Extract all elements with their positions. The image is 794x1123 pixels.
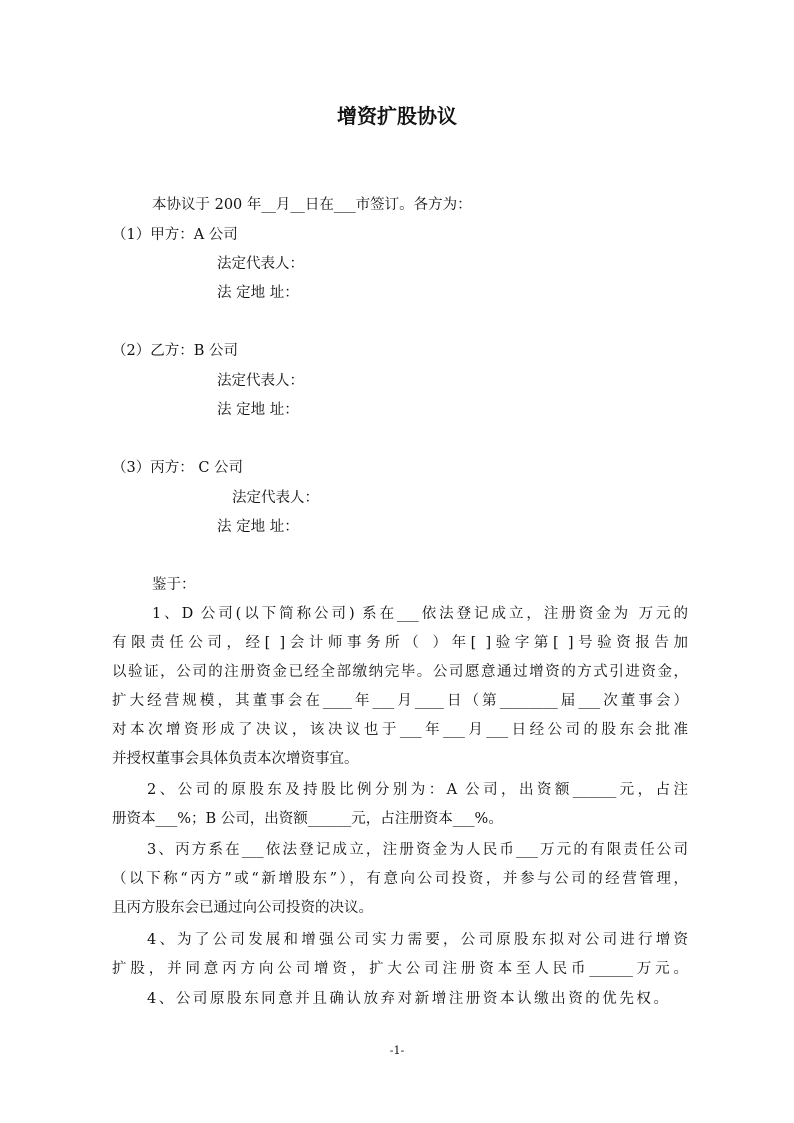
- clause-2-line: 2、公司的原股东及持股比例分别为：A 公司，出资额______元，占注: [147, 782, 688, 798]
- clause-3-line: 3、丙方系在___依法登记成立，注册资金为人民币___万元的有限责任公司: [147, 842, 688, 858]
- whereas-heading: 鉴于：: [152, 577, 196, 593]
- party-a-label: （1）甲方：A 公司: [112, 227, 238, 243]
- party-c-addr: 法 定地 址：: [217, 519, 299, 535]
- party-c-rep: 法定代表人：: [232, 490, 319, 506]
- party-b-label: （2）乙方：B 公司: [112, 343, 238, 359]
- party-a-addr: 法 定地 址：: [217, 285, 299, 301]
- party-a-rep: 法定代表人：: [217, 256, 304, 272]
- clause-1-line: 有限责任公司，经[ ]会计师事务所（ ）年[ ]验字第[ ]号验资报告加: [112, 635, 688, 651]
- intro-line: 本协议于 200 年__月__日在___市签订。各方为：: [152, 197, 472, 213]
- clause-1-line: 扩大经营规模，其董事会在____年___月____日（第________届___次董事会）: [112, 693, 688, 709]
- clause-1-line: 并授权董事会具体负责本次增资事宜。: [112, 751, 359, 767]
- party-b-rep: 法定代表人：: [217, 373, 304, 389]
- clause-4-line: 扩股，并同意丙方向公司增资，扩大公司注册资本至人民币______万元。: [112, 961, 688, 977]
- clause-3-line: 且丙方股东会已通过向公司投资的决议。: [112, 900, 373, 916]
- party-c-label: （3）丙方： C 公司: [112, 460, 244, 476]
- clause-1-line: 以验证，公司的注册资金已经全部缴纳完毕。公司愿意通过增资的方式引进资金，: [112, 664, 688, 680]
- clause-1-line: 对本次增资形成了决议，该决议也于___年___月___日经公司的股东会批准: [112, 722, 688, 738]
- clause-5-line: 4、公司原股东同意并且确认放弃对新增注册资本认缴出资的优先权。: [147, 991, 668, 1007]
- clause-4-line: 4、为了公司发展和增强公司实力需要，公司原股东拟对公司进行增资: [147, 932, 688, 948]
- page-number: -1-: [389, 1044, 405, 1057]
- party-b-addr: 法 定地 址：: [217, 402, 299, 418]
- clause-3-line: （以下称“丙方”或“新增股东”），有意向公司投资，并参与公司的经营管理，: [112, 871, 688, 887]
- clause-1-line: 1、D 公司(以下简称公司) 系在___依法登记成立，注册资金为 万元的: [152, 606, 688, 622]
- clause-2-line: 册资本___%；B 公司，出资额______元，占注册资本___%。: [112, 811, 503, 827]
- document-title: 增资扩股协议: [337, 104, 457, 128]
